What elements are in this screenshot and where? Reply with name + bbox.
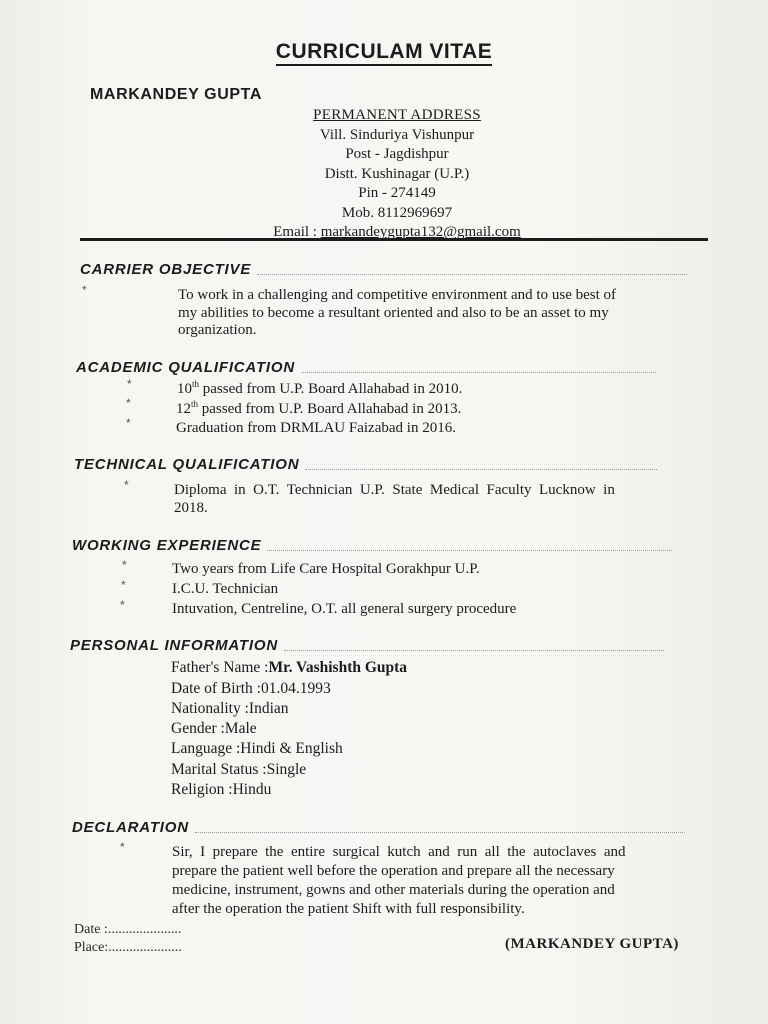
- bullet-icon: *: [126, 396, 131, 410]
- experience-item: Two years from Life Care Hospital Gorakhpur U.P.: [172, 561, 480, 577]
- address-district: Distt. Kushinagar (U.P.): [324, 165, 470, 182]
- marital-status-row: Marital Status :Single: [171, 761, 307, 778]
- declaration-line: Sir, I prepare the entire surgical kutch and run all the autoclaves and: [172, 844, 626, 860]
- father-name-row: [171, 658, 407, 678]
- bullet-icon: *: [127, 377, 132, 391]
- candidate-name: MARKANDEY GUPTA: [90, 86, 262, 103]
- section-heading-experience: WORKING EXPERIENCE: [72, 537, 262, 554]
- academic-item: Graduation from DRMLAU Faizabad in 2016.: [176, 420, 456, 436]
- section-heading-objective: CARRIER OBJECTIVE: [80, 261, 252, 278]
- address-village: Vill. Sinduriya Vishunpur: [319, 126, 475, 143]
- header-divider: [80, 238, 708, 241]
- academic-item: 12th passed from U.P. Board Allahabad in 2013.: [176, 399, 462, 417]
- date-field: Date :.....................: [74, 922, 182, 937]
- section-heading-academic: ACADEMIC QUALIFICATION: [76, 359, 295, 376]
- signature-name: (MARKANDEY GUPTA): [505, 936, 679, 952]
- declaration-line: after the operation the patient Shift with full responsibility.: [172, 901, 525, 917]
- email-label: Email :: [273, 224, 321, 240]
- bullet-icon: *: [120, 840, 125, 854]
- bullet-icon: *: [126, 416, 131, 430]
- email-value: markandeygupta132@gmail.com: [320, 224, 521, 240]
- address-post: Post - Jagdishpur: [345, 146, 449, 162]
- technical-line: Diploma in O.T. Technician U.P. State Medical Faculty Lucknow in: [174, 482, 615, 498]
- experience-item: Intuvation, Centreline, O.T. all general surgery procedure: [172, 601, 517, 617]
- bullet-icon: *: [120, 598, 125, 612]
- objective-line: my abilities to become a resultant oriented and also to be an asset to my: [178, 305, 609, 321]
- bullet-icon: *: [121, 578, 126, 592]
- gender-row: Gender :Male: [171, 720, 257, 737]
- technical-line: 2018.: [174, 500, 208, 516]
- objective-line: To work in a challenging and competitive environment and to use best of: [178, 287, 617, 303]
- section-heading-personal: PERSONAL INFORMATION: [70, 637, 278, 654]
- section-heading-technical: TECHNICAL QUALIFICATION: [74, 456, 300, 473]
- address-mobile: Mob. 8112969697: [341, 204, 453, 221]
- bullet-icon: *: [124, 478, 129, 492]
- religion-row: Religion :Hindu: [171, 781, 272, 798]
- permanent-address-block: [232, 106, 562, 243]
- section-heading-declaration: DECLARATION: [72, 819, 189, 836]
- nationality-row: Nationality :Indian: [171, 700, 289, 717]
- declaration-line: prepare the patient well before the operation and prepare all the necessary: [172, 863, 615, 879]
- bullet-icon: *: [122, 558, 127, 572]
- academic-item: 10th passed from U.P. Board Allahabad in 2010.: [177, 379, 463, 397]
- address-pin: Pin - 274149: [358, 185, 436, 201]
- document-title: CURRICULAM VITAE: [0, 40, 768, 64]
- place-field: Place:.....................: [74, 940, 182, 955]
- objective-line: organization.: [178, 322, 257, 338]
- experience-item: I.C.U. Technician: [172, 581, 279, 597]
- date-of-birth-row: Date of Birth :01.04.1993: [171, 680, 331, 697]
- father-name-value: Mr. Vashishth Gupta: [268, 659, 408, 676]
- address-heading: PERMANENT ADDRESS: [313, 107, 481, 123]
- language-row: Language :Hindi & English: [171, 740, 343, 757]
- declaration-line: medicine, instrument, gowns and other materials during the operation and: [172, 882, 615, 898]
- father-name-label: Father's Name :: [171, 659, 269, 676]
- bullet-icon: *: [82, 283, 87, 297]
